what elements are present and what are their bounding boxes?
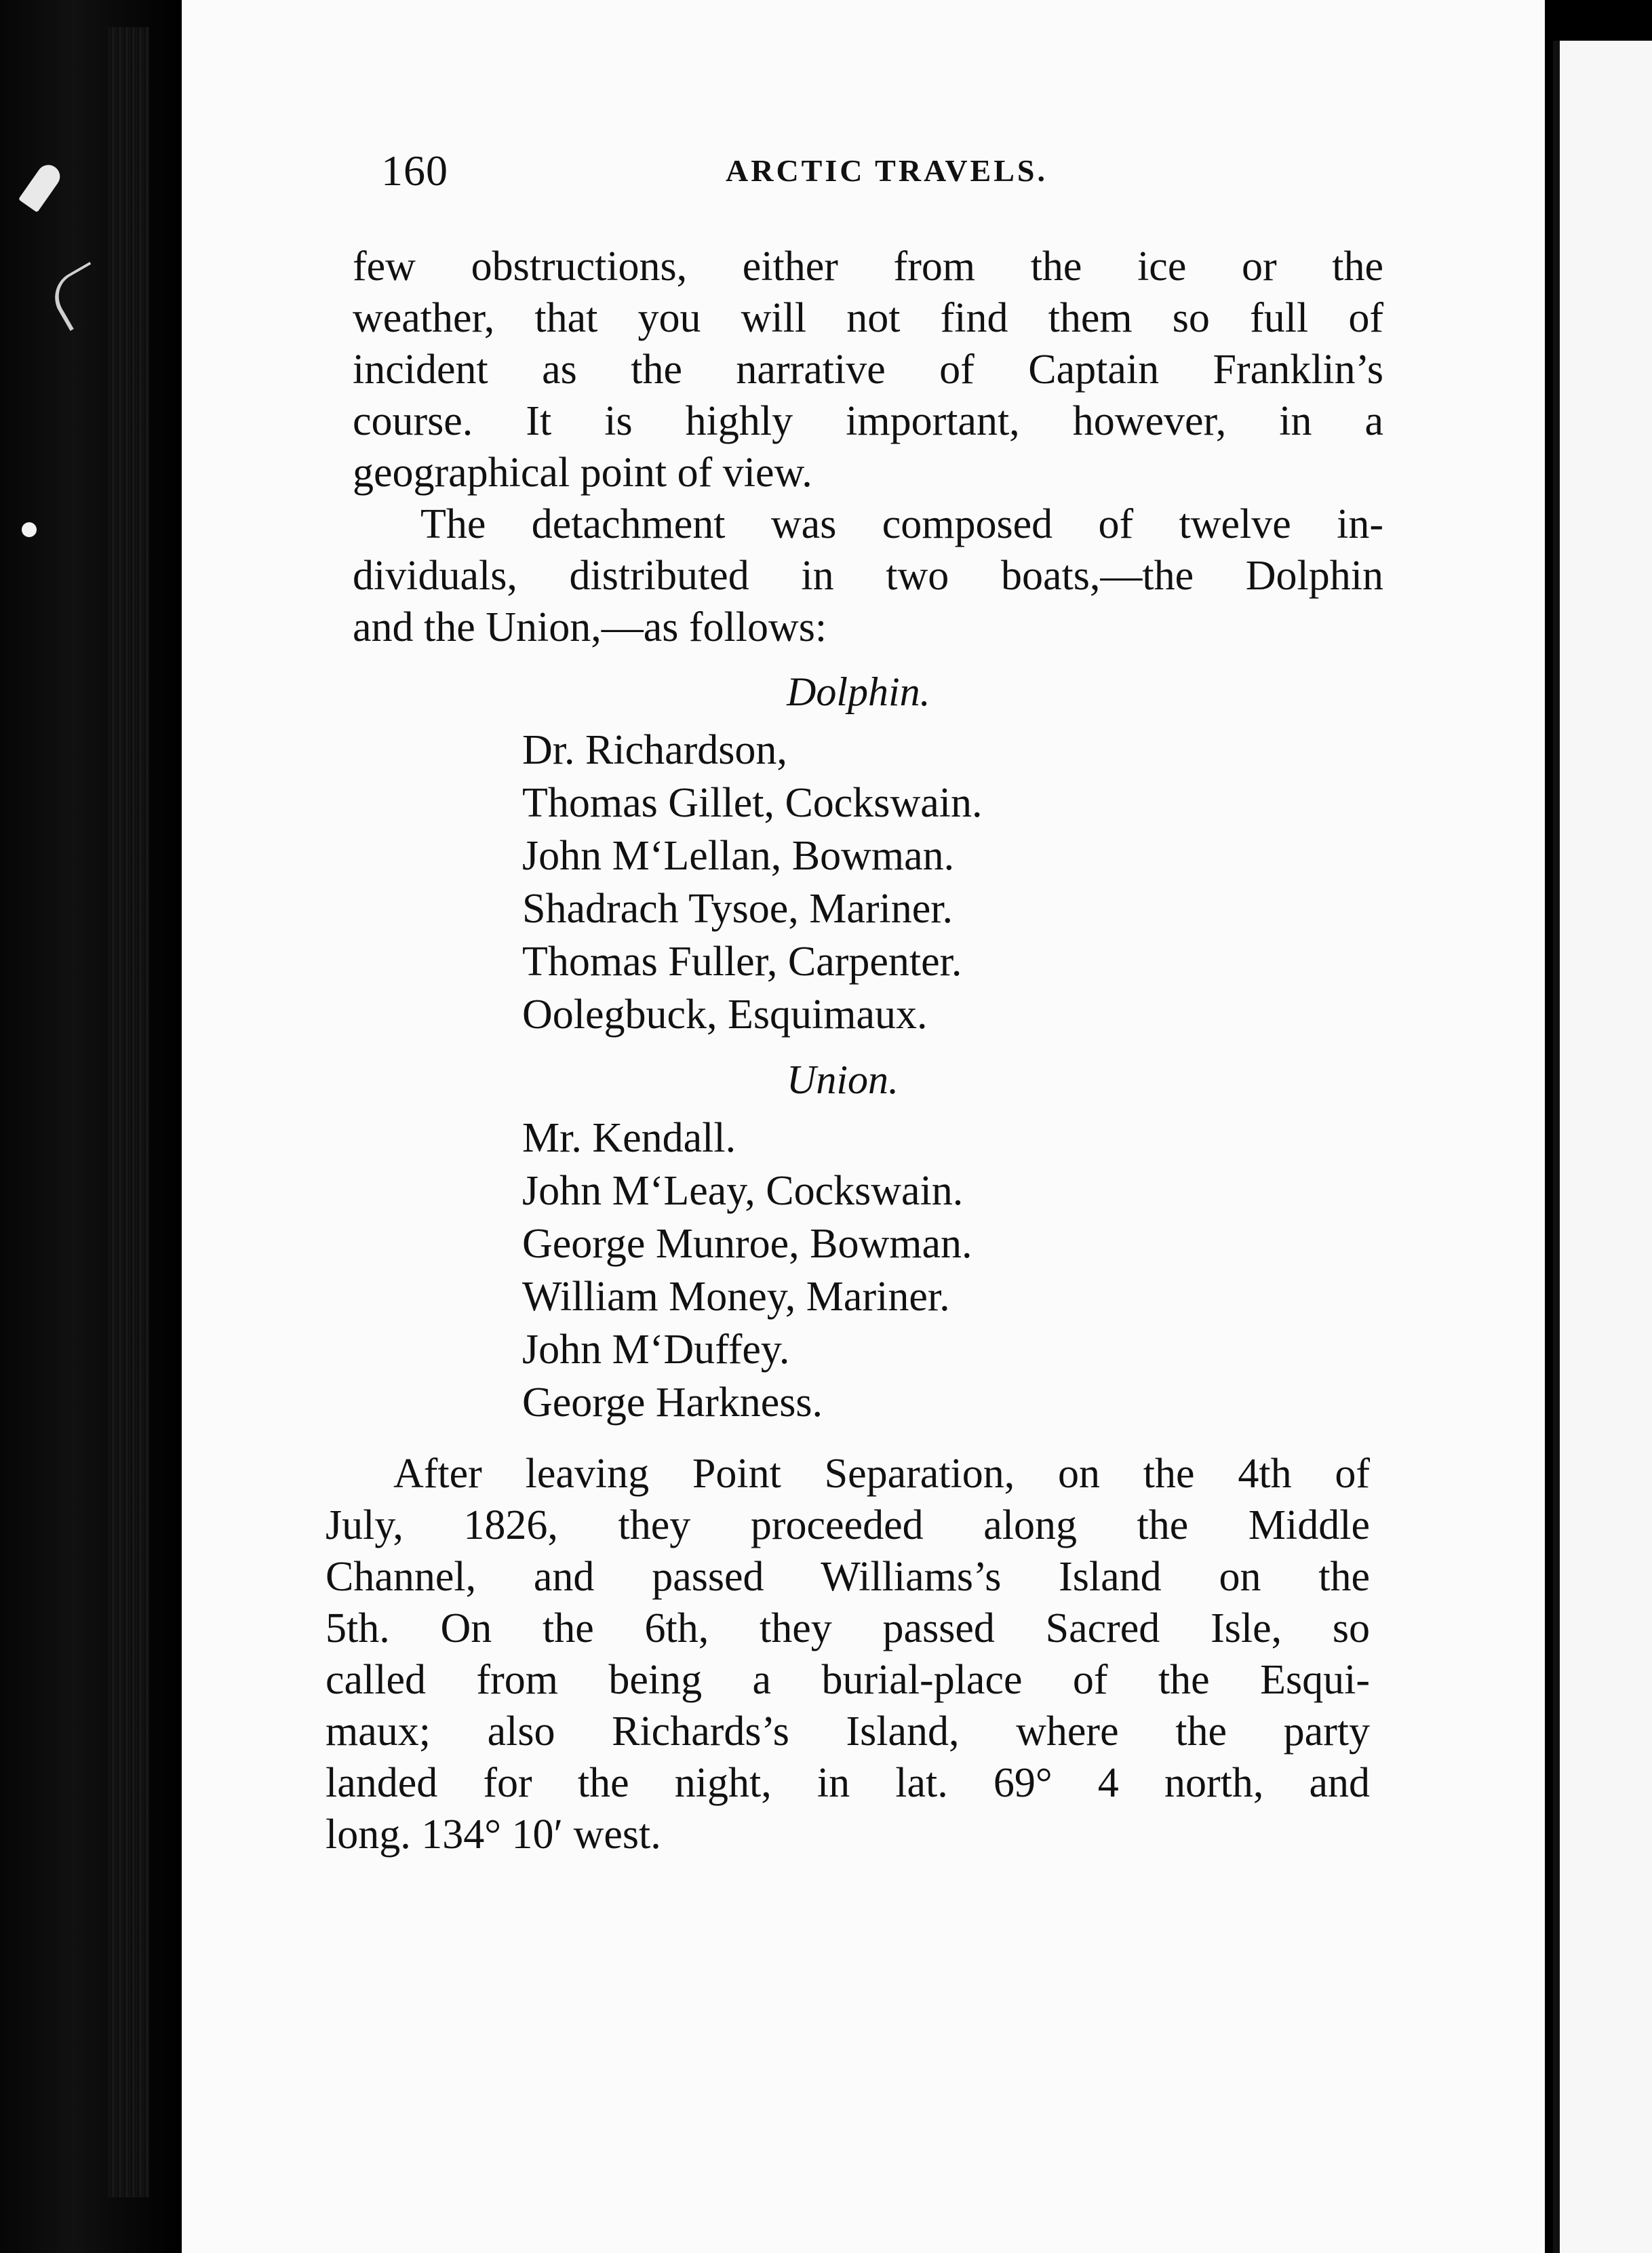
next-page-edge bbox=[1553, 41, 1652, 2253]
crew-member: Thomas Gillet, Cockswain. bbox=[522, 780, 983, 826]
text-line: dividuals, distributed in two boats,—the Dolphin bbox=[353, 553, 1383, 599]
boat-heading: Dolphin. bbox=[787, 669, 930, 714]
crew-member: George Harkness. bbox=[522, 1379, 823, 1426]
running-title: ARCTIC TRAVELS. bbox=[726, 153, 1048, 188]
crew-member: Oolegbuck, Esquimaux. bbox=[522, 992, 928, 1038]
crew-member: John M‘Duffey. bbox=[522, 1327, 790, 1373]
paragraph bbox=[353, 241, 1383, 498]
binding-page-edges bbox=[109, 27, 149, 2197]
paragraph bbox=[326, 1448, 1370, 1860]
crew-member: George Munroe, Bowman. bbox=[522, 1221, 972, 1267]
crew-member: John M‘Leay, Cockswain. bbox=[522, 1168, 964, 1214]
text-line: landed for the night, in lat. 69° 4 north, and bbox=[326, 1760, 1370, 1806]
crew-member: John M‘Lellan, Bowman. bbox=[522, 833, 955, 879]
boat-heading: Union. bbox=[787, 1057, 899, 1102]
text-line: 5th. On the 6th, they passed Sacred Isle, so bbox=[326, 1605, 1370, 1651]
text-line: After leaving Point Separation, on the 4th of bbox=[393, 1451, 1370, 1497]
text-line: and the Union,—as follows: bbox=[353, 604, 827, 650]
paragraph bbox=[353, 498, 1383, 653]
running-head bbox=[353, 146, 1417, 220]
text-line: incident as the narrative of Captain Franklin’s bbox=[353, 347, 1383, 393]
book-binding bbox=[0, 0, 183, 2253]
text-line: weather, that you will not find them so full of bbox=[353, 295, 1383, 341]
text-line: course. It is highly important, however, in a bbox=[353, 398, 1383, 444]
text-line: July, 1826, they proceeded along the Middle bbox=[326, 1502, 1370, 1548]
text-line: long. 134° 10′ west. bbox=[326, 1811, 661, 1858]
crew-member: Dr. Richardson, bbox=[522, 727, 787, 773]
text-line: Channel, and passed Williams’s Island on the bbox=[326, 1554, 1370, 1600]
text-line: called from being a burial-place of the Esqui- bbox=[326, 1657, 1370, 1703]
crew-list bbox=[353, 724, 1417, 1041]
crew-member: William Money, Mariner. bbox=[522, 1274, 950, 1320]
text-line: few obstructions, either from the ice or the bbox=[353, 243, 1383, 290]
crew-member: Thomas Fuller, Carpenter. bbox=[522, 939, 962, 985]
text-line: maux; also Richards’s Island, where the party bbox=[326, 1708, 1370, 1755]
text-line: The detachment was composed of twelve in- bbox=[420, 501, 1383, 547]
scan-artifact bbox=[22, 522, 37, 537]
crew-member: Mr. Kendall. bbox=[522, 1115, 736, 1161]
crew-list bbox=[353, 1112, 1417, 1429]
crew-member: Shadrach Tysoe, Mariner. bbox=[522, 886, 953, 932]
page-number: 160 bbox=[381, 146, 448, 195]
text-line: geographical point of view. bbox=[353, 450, 812, 496]
page-content bbox=[326, 146, 1417, 1860]
